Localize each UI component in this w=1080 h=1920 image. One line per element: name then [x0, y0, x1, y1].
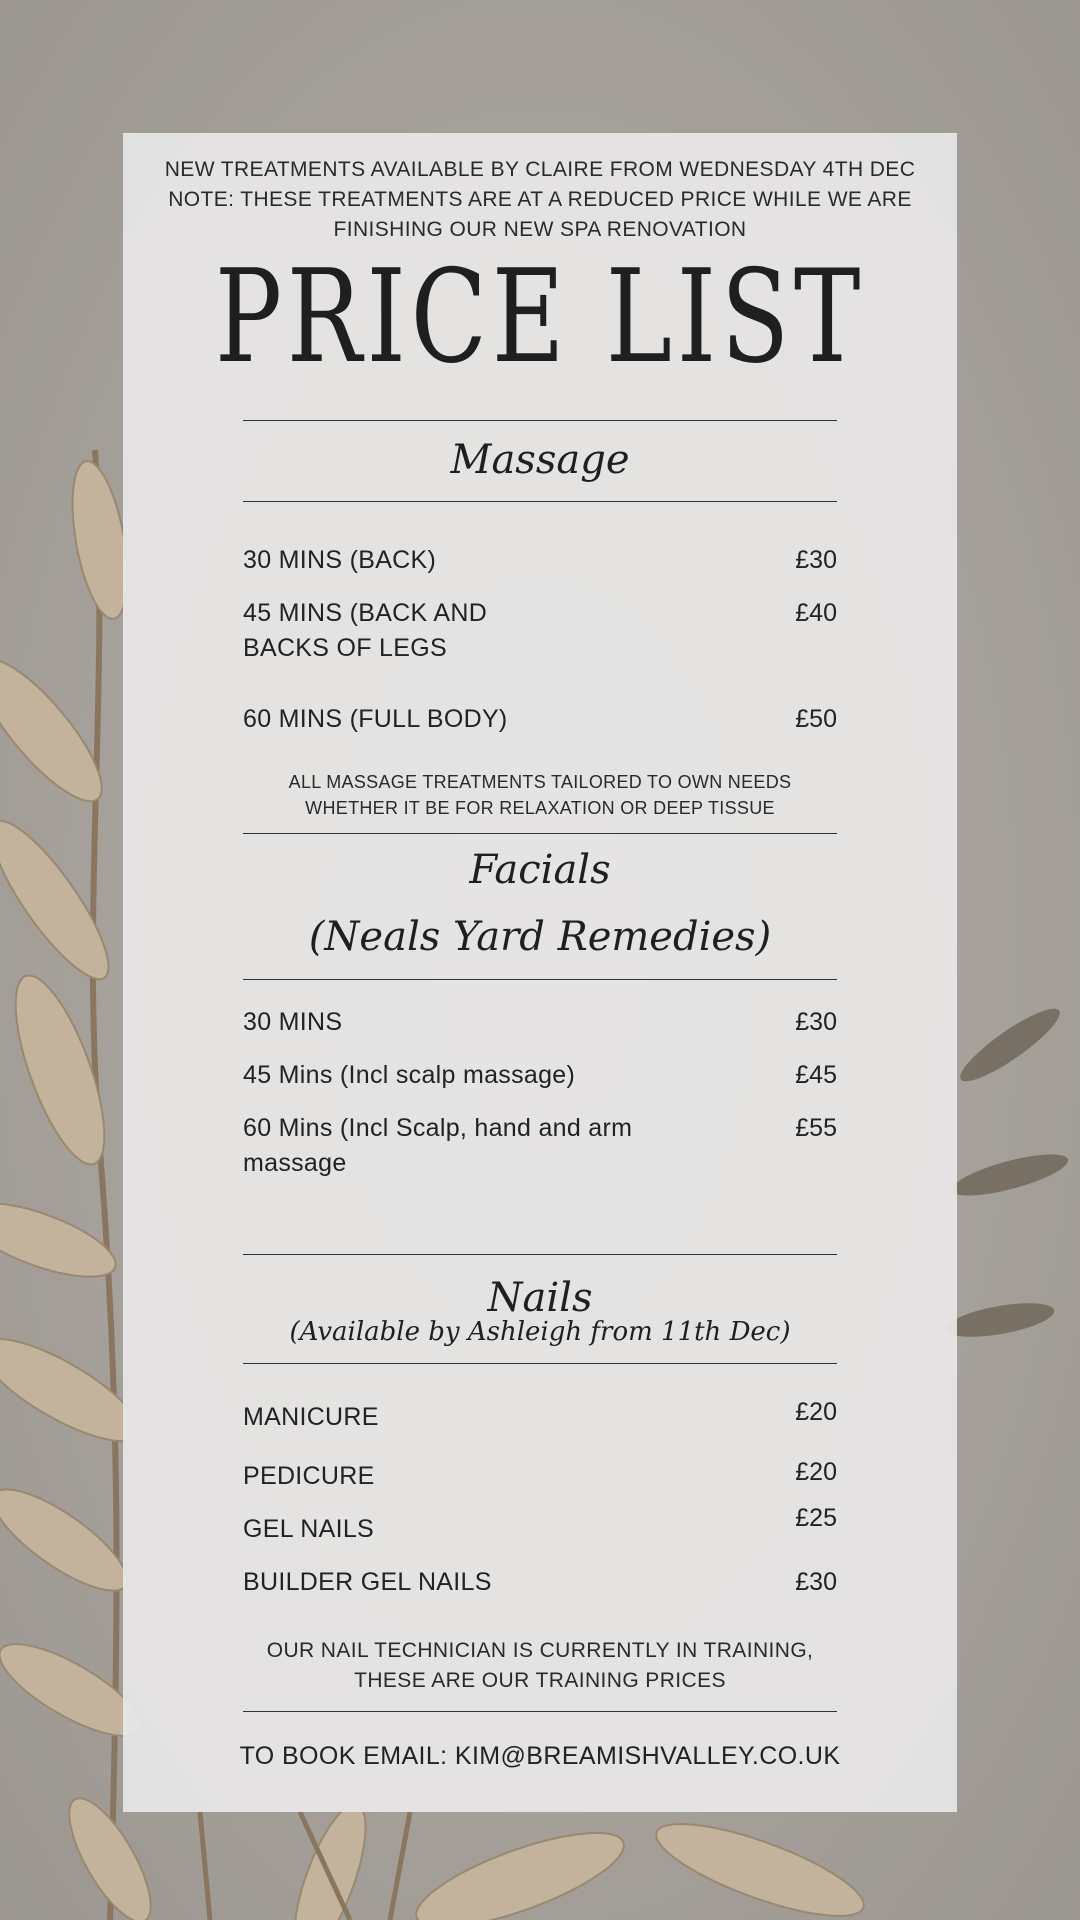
page-title: PRICE LIST	[214, 243, 866, 392]
divider	[243, 420, 837, 421]
massage-heading: Massage	[450, 437, 630, 483]
facials-item-price: £55	[795, 1114, 837, 1142]
massage-note-line-1: ALL MASSAGE TREATMENTS TAILORED TO OWN NEEDS	[288, 772, 792, 792]
massage-item-label-line-2: BACKS OF LEGS	[243, 634, 447, 662]
nails-item-price: £25	[795, 1504, 837, 1532]
nails-item-label: BUILDER GEL NAILS	[243, 1568, 492, 1596]
facials-item-label-line-1: 60 Mins (Incl Scalp, hand and arm	[243, 1114, 633, 1142]
divider	[243, 833, 837, 834]
massage-item-label-line-1: 45 MINS (BACK AND	[243, 599, 488, 627]
facials-item-label: 30 MINS	[243, 1008, 343, 1036]
nails-item-price: £20	[795, 1398, 837, 1426]
notice-line-3: FINISHING OUR NEW SPA RENOVATION	[333, 218, 747, 241]
massage-item-label: 60 MINS (FULL BODY)	[243, 705, 508, 733]
nails-item-price: £30	[795, 1568, 837, 1596]
massage-item-price: £50	[795, 705, 837, 733]
nails-subheading: (Available by Ashleigh from 11th Dec)	[289, 1317, 791, 1347]
facials-item-label: 45 Mins (Incl scalp massage)	[243, 1061, 576, 1089]
divider	[243, 1254, 837, 1255]
massage-note-line-2: WHETHER IT BE FOR RELAXATION OR DEEP TISSUE	[305, 798, 775, 818]
booking-email: TO BOOK EMAIL: KIM@BREAMISHVALLEY.CO.UK	[239, 1742, 841, 1770]
massage-note	[123, 769, 957, 821]
nails-note	[123, 1636, 957, 1696]
divider	[243, 979, 837, 980]
facials-item-price: £45	[795, 1061, 837, 1089]
massage-item-price: £40	[795, 599, 837, 627]
massage-item-label	[243, 596, 487, 666]
divider	[243, 501, 837, 502]
notice-line-1: NEW TREATMENTS AVAILABLE BY CLAIRE FROM WEDNESDAY 4TH DEC	[164, 158, 916, 181]
nails-item-label: GEL NAILS	[243, 1515, 374, 1543]
nails-item-price: £20	[795, 1458, 837, 1486]
facials-item-label	[243, 1111, 632, 1181]
divider	[243, 1363, 837, 1364]
facials-heading: Facials	[469, 847, 611, 893]
nails-item-label: PEDICURE	[243, 1462, 375, 1490]
nails-item-label: MANICURE	[243, 1403, 379, 1431]
divider	[243, 1711, 837, 1712]
notice-line-2: NOTE: THESE TREATMENTS ARE AT A REDUCED PRICE WHILE WE ARE	[168, 188, 912, 211]
nails-note-line-2: THESE ARE OUR TRAINING PRICES	[354, 1669, 726, 1692]
facials-subheading: (Neals Yard Remedies)	[308, 914, 772, 960]
nails-heading: Nails	[487, 1275, 593, 1321]
price-list-card	[123, 133, 957, 1812]
massage-item-label: 30 MINS (BACK)	[243, 546, 437, 574]
facials-item-label-line-2: massage	[243, 1149, 347, 1177]
facials-item-price: £30	[795, 1008, 837, 1036]
nails-note-line-1: OUR NAIL TECHNICIAN IS CURRENTLY IN TRAINING,	[266, 1639, 814, 1662]
notice-banner	[123, 155, 957, 245]
massage-item-price: £30	[795, 546, 837, 574]
